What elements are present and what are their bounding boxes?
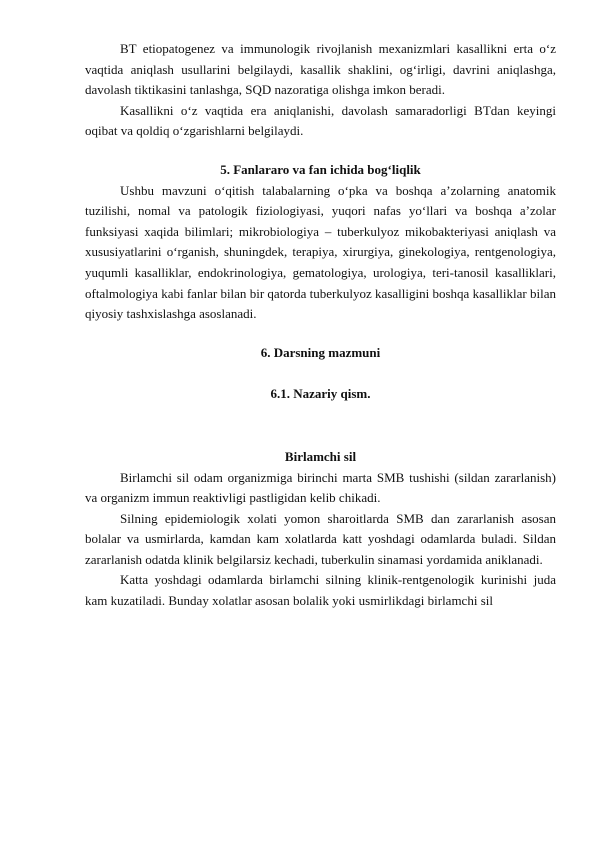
spacer	[85, 363, 556, 384]
primary-tb-paragraph-3: Katta yoshdagi odamlarda birlamchi silning klinik-rentgenologik kurinishi juda kam kuzatiladi. Bunday xolatlar asosan bolalik yoki usmirlikdagi birlamchi sil	[85, 572, 556, 609]
document-page	[85, 39, 556, 612]
primary-tb-paragraph-2: Silning epidemiologik xolati yomon sharoitlarda SMB dan zararlanish asosan bolalar va usmirlarda, kamdan kam xolatlarda katt yoshdagi odamlarda buladi. Sildan zararlanish odatda klinik belgilarsiz kechadi, tuberkulin sinamasi yordamida aniklanadi.	[85, 510, 556, 567]
section6-heading: 6. Darsning mazmuni	[260, 344, 381, 360]
section6-subheading: 6.1. Nazariy qism.	[270, 386, 371, 402]
section5-paragraph: Ushbu mavzuni o‘qitish talabalarning o‘pka va boshqa a’zolarning anatomik tuzilishi, nomal va patologik fiziologiyasi, yuqori nafas yo‘llari va boshqa a’zolar funksiyasi xaqida bilimlari; mikrobiologiya – tuberkulyoz mikobakteriyasi aniqlash va xususiyatlarini o‘rganish, shuningdek, terapiya, xirurgiya, ginekologiya, rentgenologiya, yuqumli kasalliklar, endokrinologiya, gematologiya, urologiya, teri-tanosil kasalliklari, oftalmologiya kabi fanlar bilan bir qatorda tuberkulyoz kasalligini boshqa kasalliklar bilan qiyosiy tashxislashga asoslanadi.	[85, 182, 556, 322]
primary-tb-heading: Birlamchi sil	[284, 448, 357, 464]
intro-paragraph-1: BT etiopatogenez va immunologik rivojlanish mexanizmlari kasallikni erta o‘z vaqtida aniqlash usullarini belgilaydi, kasallik shaklini, og‘irligi, davrini aniqlashga, davolash tiktikasini tanlashga, SQD nazoratiga olishga imkon beradi.	[85, 41, 556, 98]
section5-heading: 5. Fanlararo va fan ichida bog‘liqlik	[220, 161, 421, 177]
intro-paragraph-2: Kasallikni o‘z vaqtida era aniqlanishi, davolash samaradorligi BTdan keyingi oqibat va qoldiq o‘zgarishlarni belgilaydi.	[85, 102, 556, 139]
spacer	[85, 142, 556, 160]
spacer	[85, 405, 556, 447]
primary-tb-paragraph-1: Birlamchi sil odam organizmiga birinchi marta SMB tushishi (sildan zararlanish) va organizm immun reaktivligi pastligidan kelib chikadi.	[85, 469, 556, 506]
spacer	[85, 325, 556, 343]
